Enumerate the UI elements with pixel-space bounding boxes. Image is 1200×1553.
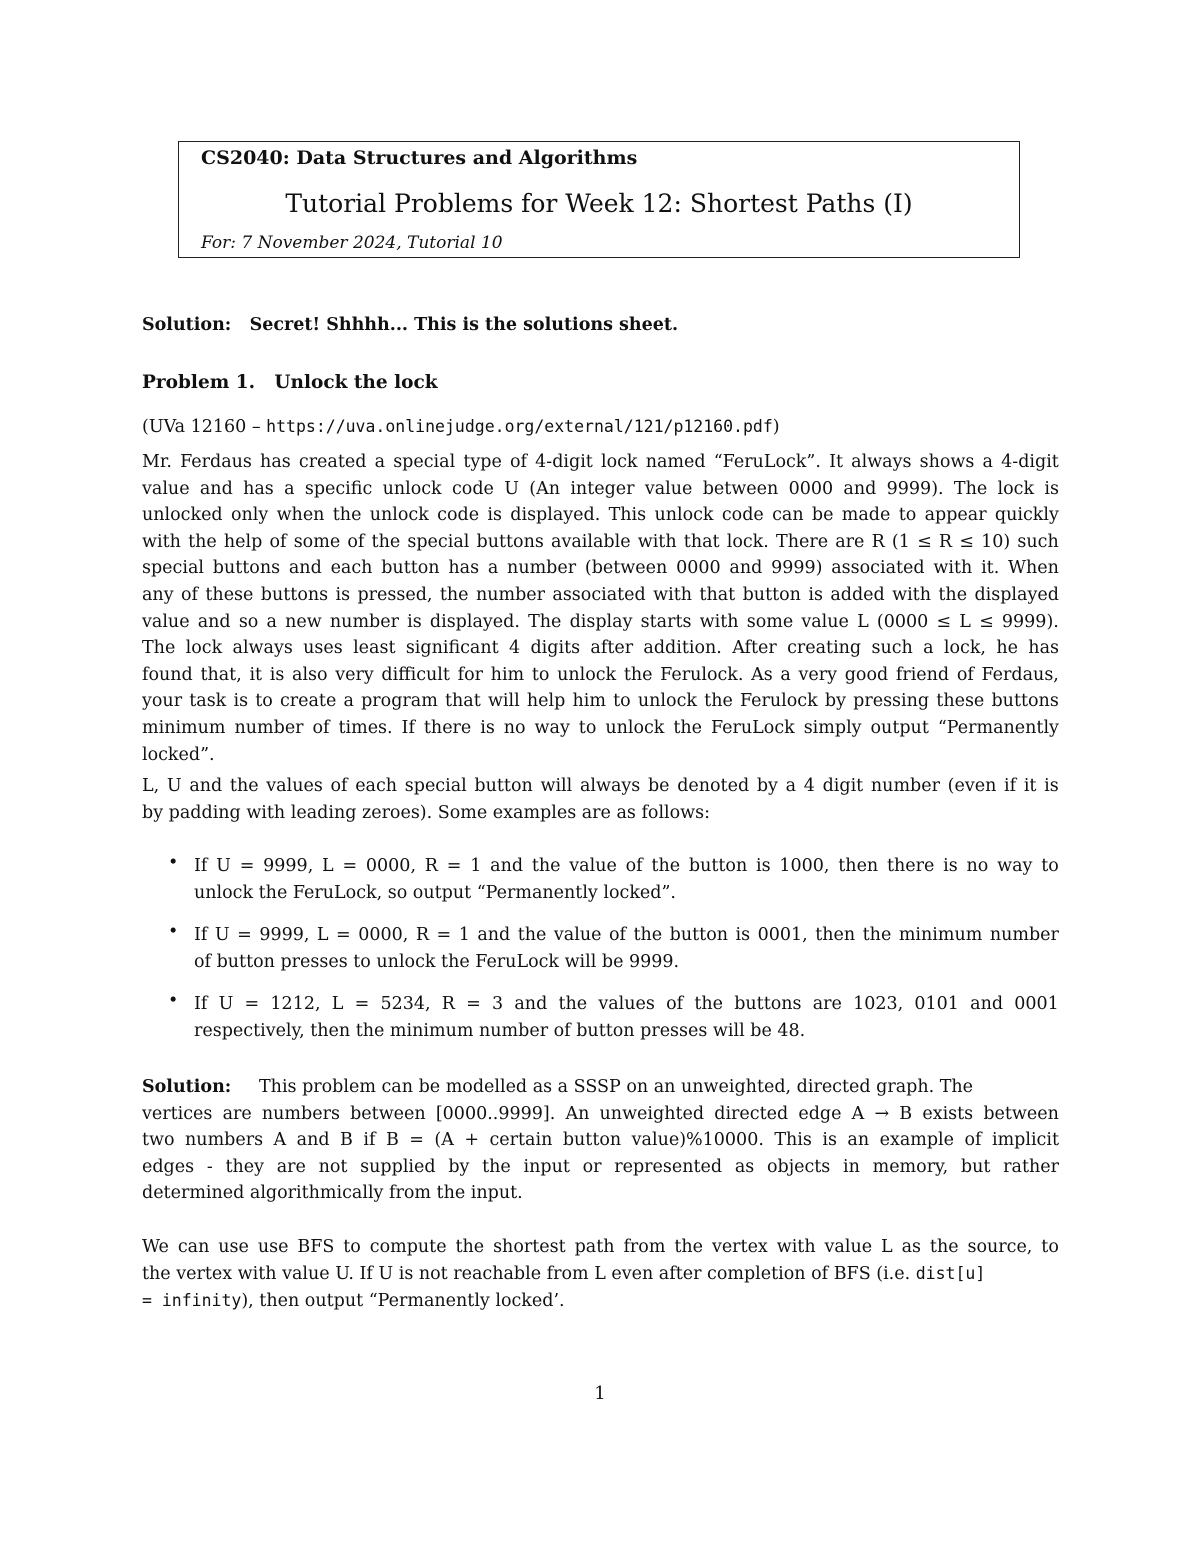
problem-label: Problem 1. [142, 372, 256, 393]
text-line: two numbers A and B if B = (A + certain button value)%10000. This is an example of implicit [142, 1130, 1059, 1151]
bullet: • [168, 853, 179, 873]
code-dist-u: dist[u] [915, 1264, 986, 1283]
text-line: We can use use BFS to compute the shortest path from the vertex with value L as the source, to [142, 1237, 1059, 1257]
solution-note-label: Solution: [142, 315, 232, 335]
text-line: L, U and the values of each special button will always be denoted by a 4 digit number (even if it is [142, 776, 1059, 796]
solution-label: Solution: [142, 1077, 232, 1097]
problem-title: Unlock the lock [274, 372, 438, 393]
text-line: by padding with leading zeroes). Some examples are as follows: [142, 802, 711, 823]
text-line: the vertex with value U. If U is not reachable from L even after completion of BFS (i.e. dist[u] [142, 1264, 986, 1284]
title-box [178, 141, 1020, 258]
text-line: value and has a specific unlock code U (An integer value between 0000 and 9999). The lock is [142, 478, 1059, 499]
text-line: = infinity), then output “Permanently locked’. [142, 1291, 565, 1311]
text-line: with the help of some of the special buttons available with that lock. There are R (1 ≤ R ≤ 10) such [142, 531, 1059, 552]
problem-source [142, 414, 1059, 441]
text-line: minimum number of times. If there is no way to unlock the FeruLock simply output “Permanently [142, 718, 1059, 738]
text-line: If U = 9999, L = 0000, R = 1 and the value of the button is 0001, then the minimum number [194, 925, 1059, 945]
text-line: determined algorithmically from the input. [142, 1183, 523, 1204]
problem-heading [142, 370, 1059, 397]
code-infinity: = infinity [142, 1291, 242, 1310]
text-line: If U = 9999, L = 0000, R = 1 and the value of the button is 1000, then there is no way to [194, 856, 1059, 876]
source-link[interactable]: https://uva.onlinejudge.org/external/121/p12160.pdf [266, 417, 773, 436]
source-prefix: (UVa 12160 – [142, 417, 267, 437]
page-number: 1 [594, 1383, 606, 1404]
solution-note [142, 312, 1059, 339]
bullet: • [168, 991, 179, 1011]
text-line: The lock always uses least significant 4 digits after addition. After creating such a lock, he has [142, 638, 1059, 659]
source-suffix: ) [772, 417, 780, 437]
text-line: If U = 1212, L = 5234, R = 3 and the values of the buttons are 1023, 0101 and 0001 [194, 994, 1059, 1014]
text-line: unlock the FeruLock, so output “Permanently locked”. [194, 882, 676, 903]
text-line: found that, it is also very difficult for him to unlock the Ferulock. As a very good friend of Ferdaus, [142, 664, 1059, 685]
text-line: locked”. [142, 744, 215, 765]
text-line: of button presses to unlock the FeruLock will be 9999. [194, 951, 680, 972]
text-line: value and so a new number is displayed. The display starts with some value L (0000 ≤ L ≤ 9999). [142, 611, 1059, 632]
solution-note-text: Secret! Shhhh... This is the solutions sheet. [249, 315, 679, 335]
page-title: Tutorial Problems for Week 12: Shortest Paths (I) [285, 189, 913, 218]
document-page: CS2040: Data Structures and Algorithms Tutorial Problems for Week 12: Shortest Paths (I) For: 7 November 2024, Tutorial 10 Solution: Secret! Shhhh... This is the solutions sheet. Problem 1. Unlock the lock (UVa 12160 – https://uva.onlinejudge.org/external/121/p12160.pdf) Mr. Ferdaus has created a special type of 4-digit lock named “FeruLock”. It always shows a 4-digit value and has a specific unlock code U (An integer value between 0000 and 9999). The lock is unlocked only when the unlock code is displayed. This unlock code can be made to appear quickly with the help of some of the special buttons available with that lock. There are R (1 ≤ R ≤ 10) such special buttons and each button has a number (between 0000 and 9999) associated with it. When any of these buttons is pressed, the number associated with that button is added with the displayed value and so a new number is displayed. The display starts with some value L (0000 ≤ L ≤ 9999). The lock always uses least significant 4 digits after addition. After creating such a lock, he has found that, it is also very difficult for him to unlock the Ferulock. As a very good friend of Ferdaus, your task is to create a program that will help him to unlock the Ferulock by pressing these buttons minimum number of times. If there is no way to unlock the FeruLock simply output “Permanently locked”. L, U and the values of each special button will always be denoted by a 4 digit number (even if it is by padding with leading zeroes). Some examples are as follows: • If U = 9999, L = 0000, R = 1 and the value of the button is 1000, then there is no way to unlock the FeruLock, so output “Permanently locked”. • If U = 9999, L = 0000, R = 1 and the value of the button is 0001, then the minimum number of button presses to unlock the FeruLock will be 9999. • If U = 1212, L = 5234, R = 3 and the values of the buttons are 1023, 0101 and 0001 respectively, then the minimum number of button presses will be 48. Solution: This problem can be modelled as a SSSP on an unweighted, directed graph. The vertices are numbers between [0000..9999]. An unweighted directed edge A → B exists between two numbers A and B if B = (A + certain button value)%10000. This is an example of implicit edges - they are not supplied by the input or represented as objects in memory, but rather determined algorithmically from the input. We can use use BFS to compute the shortest path from the vertex with value L as the source, to the vertex with value U. If U is not reachable from L even after completion of BFS (i.e. dist[u] = infinity), then output “Permanently locked’. 1 [0, 0, 1200, 1553]
bullet: • [168, 922, 179, 942]
course-name: CS2040: Data Structures and Algorithms [201, 147, 638, 169]
text-line: unlocked only when the unlock code is displayed. This unlock code can be made to appear quickly [142, 505, 1059, 526]
text-line: any of these buttons is pressed, the number associated with that button is added with the displayed [142, 585, 1059, 605]
text-line: edges - they are not supplied by the input or represented as objects in memory, but rather [142, 1156, 1059, 1177]
text-line: your task is to create a program that will help him to unlock the Ferulock by pressing these buttons [142, 691, 1059, 712]
tutorial-date: For: 7 November 2024, Tutorial 10 [201, 233, 503, 253]
text-line: vertices are numbers between [0000..9999]. An unweighted directed edge A → B exists between [142, 1103, 1059, 1124]
text-line: respectively, then the minimum number of button presses will be 48. [194, 1020, 806, 1041]
text-line: Mr. Ferdaus has created a special type of 4-digit lock named “FeruLock”. It always shows a 4-digit [142, 452, 1059, 472]
text-line: special buttons and each button has a number (between 0000 and 9999) associated with it. When [142, 558, 1059, 579]
